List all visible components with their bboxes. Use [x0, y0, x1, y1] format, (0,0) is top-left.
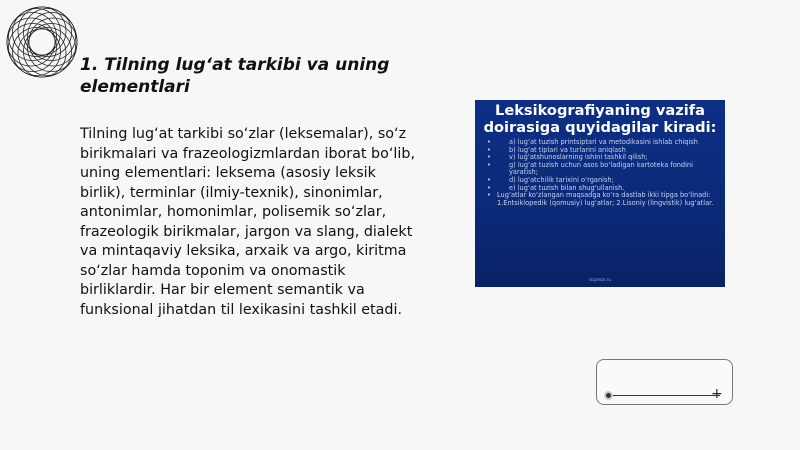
slide-title: 1. Tilning lug‘at tarkibi va uning elementlari — [80, 55, 390, 97]
embedded-list-item: • g) lug‘at tuzish uchun asos bo‘ladigan kartoteka fondini yaratish; — [483, 162, 717, 177]
slide-body-text: Tilning lug‘at tarkibi so‘zlar (leksemalar), so‘z birikmalari va frazeologizmlardan iborat bo‘lib, uning elementlari: leksema (asosiy leksik birlik), terminlar (ilmiy-texnik), sinonimlar, antonimlar, homonimlar, polisemik so‘zlar, frazeologik birikmalar, jargon va slang, dialekt va mintaqaviy leksika, arxaik va argo, kiritma so‘zlar hamda toponim va onomastik birliklardir. Har bir element semantik va funksional jihatdan til lexikasini tashkil etadi. — [80, 126, 415, 318]
embedded-slide-image — [475, 100, 725, 287]
embedded-slide-title: Leksikografiyaning vazifa doirasiga quyidagilar kiradi: — [483, 102, 717, 136]
embedded-slide-list — [483, 139, 717, 207]
embedded-list-item: • a) lug‘at tuzish printsiptari va metodikasini ishlab chiqish — [483, 139, 717, 147]
embedded-list-item: • v) lug‘atshunoslarning ishini tashkil qilish; — [483, 154, 717, 162]
embedded-slide-footer: sizpreza.ru — [589, 277, 611, 282]
embedded-list-item: • d) lug‘atchilik tarixini o‘rganish; — [483, 177, 717, 185]
plus-icon[interactable]: + — [711, 386, 723, 402]
media-control[interactable] — [596, 359, 733, 405]
embedded-list-item: • b) lug‘at tiplari va turlarini aniqlash — [483, 147, 717, 155]
embedded-list-item: • Lug‘atlar ko‘zlangan maqsadga ko‘ra dastlab ikki tipga bo‘linadi: 1.Entsiklopedik (qomusiy) lug‘atlar; 2.Lisoniy (lingvistik) lug‘atlar. — [483, 192, 717, 207]
progress-dot-icon[interactable] — [604, 391, 613, 400]
embedded-list-item: • e) lug‘at tuzish bilan shug‘ullanish. — [483, 185, 717, 193]
decorative-circle-ornament — [4, 4, 80, 80]
media-progress-track[interactable] — [609, 395, 720, 396]
